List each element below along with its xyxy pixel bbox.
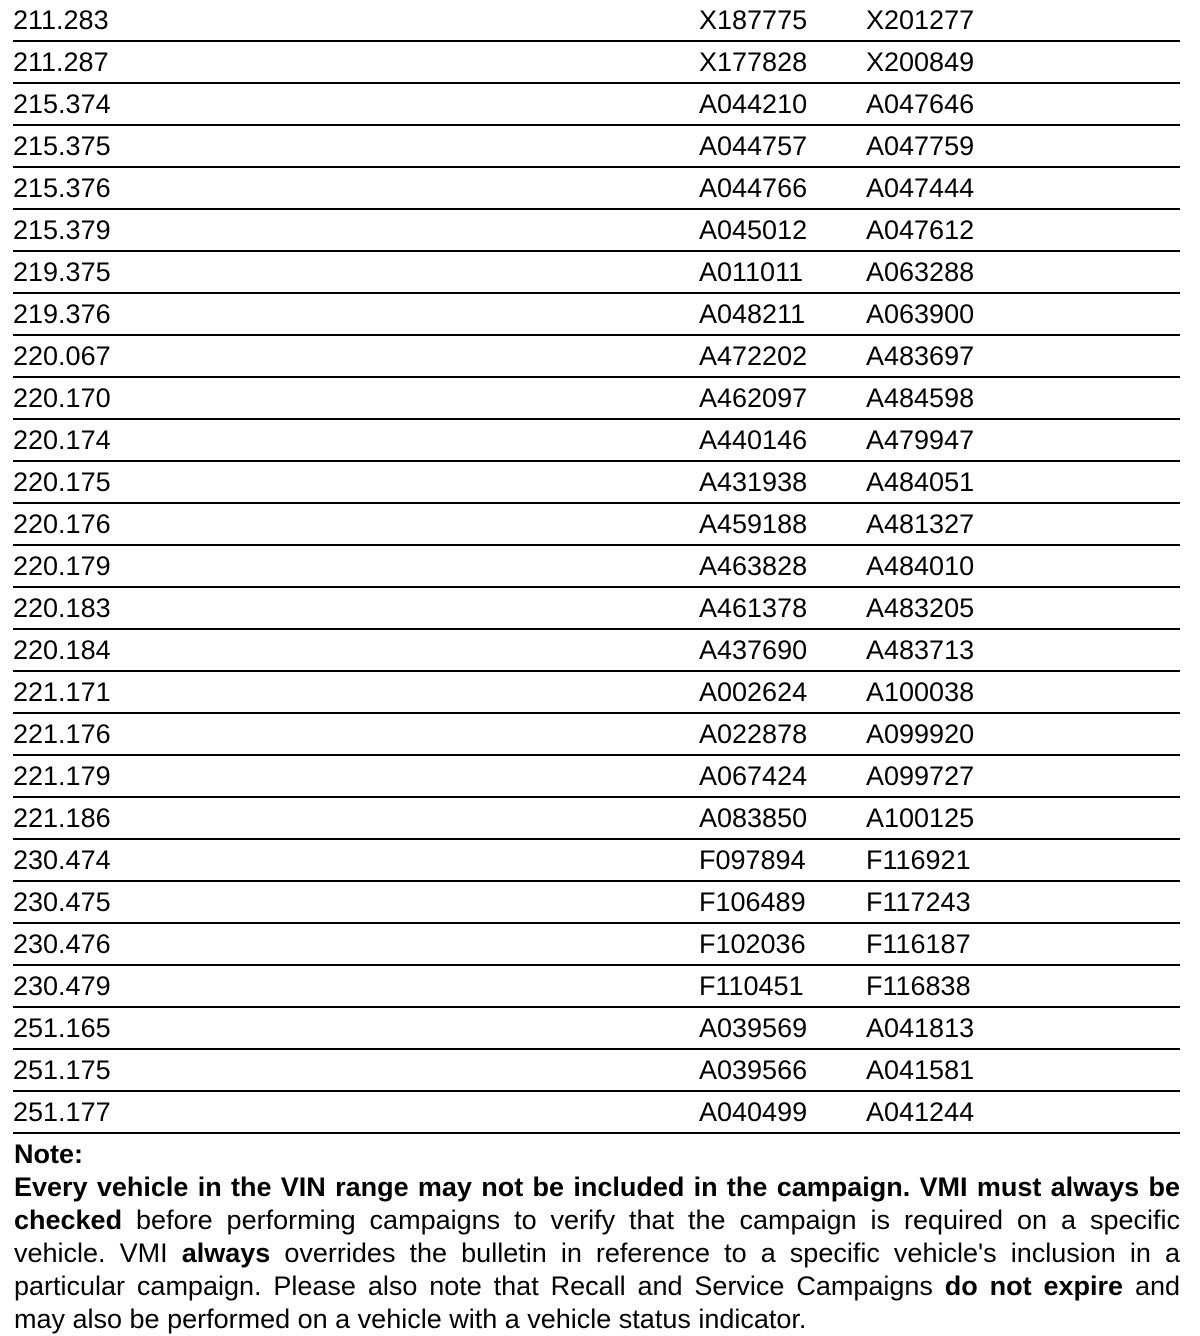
vin-start-cell: A044210 bbox=[699, 83, 866, 125]
model-number-cell: 230.474 bbox=[13, 839, 699, 881]
vin-end-cell: F116921 bbox=[866, 839, 1180, 881]
vin-end-cell: A047759 bbox=[866, 125, 1180, 167]
vin-start-cell: A431938 bbox=[699, 461, 866, 503]
vin-end-cell: A063288 bbox=[866, 251, 1180, 293]
model-number-cell: 211.283 bbox=[13, 0, 699, 41]
table-row bbox=[13, 209, 1180, 251]
vin-start-cell: A083850 bbox=[699, 797, 866, 839]
vin-end-cell: A481327 bbox=[866, 503, 1180, 545]
model-number-cell: 221.179 bbox=[13, 755, 699, 797]
model-number-cell: 220.174 bbox=[13, 419, 699, 461]
vin-start-cell: F110451 bbox=[699, 965, 866, 1007]
vin-start-cell: A039566 bbox=[699, 1049, 866, 1091]
vin-end-cell: A099920 bbox=[866, 713, 1180, 755]
table-row bbox=[13, 251, 1180, 293]
table-row bbox=[13, 461, 1180, 503]
vin-end-cell: A483697 bbox=[866, 335, 1180, 377]
table-row bbox=[13, 41, 1180, 83]
table-row bbox=[13, 1007, 1180, 1049]
model-number-cell: 211.287 bbox=[13, 41, 699, 83]
vin-end-cell: F117243 bbox=[866, 881, 1180, 923]
model-number-cell: 220.176 bbox=[13, 503, 699, 545]
model-number-cell: 251.177 bbox=[13, 1091, 699, 1133]
model-number-cell: 219.376 bbox=[13, 293, 699, 335]
vin-start-cell: A039569 bbox=[699, 1007, 866, 1049]
model-number-cell: 215.379 bbox=[13, 209, 699, 251]
note-label: Note: bbox=[14, 1139, 83, 1169]
vin-start-cell: F106489 bbox=[699, 881, 866, 923]
vin-end-cell: A100038 bbox=[866, 671, 1180, 713]
model-number-cell: 221.171 bbox=[13, 671, 699, 713]
table-row bbox=[13, 293, 1180, 335]
vin-start-cell: A067424 bbox=[699, 755, 866, 797]
vin-start-cell: A472202 bbox=[699, 335, 866, 377]
model-number-cell: 215.376 bbox=[13, 167, 699, 209]
model-number-cell: 221.176 bbox=[13, 713, 699, 755]
model-number-cell: 215.375 bbox=[13, 125, 699, 167]
table-row bbox=[13, 545, 1180, 587]
model-number-cell: 251.175 bbox=[13, 1049, 699, 1091]
model-number-cell: 221.186 bbox=[13, 797, 699, 839]
table-row bbox=[13, 377, 1180, 419]
vin-start-cell: A045012 bbox=[699, 209, 866, 251]
vin-end-cell: F116838 bbox=[866, 965, 1180, 1007]
model-number-cell: 220.184 bbox=[13, 629, 699, 671]
model-number-cell: 251.165 bbox=[13, 1007, 699, 1049]
table-row bbox=[13, 419, 1180, 461]
vin-end-cell: A479947 bbox=[866, 419, 1180, 461]
table-row bbox=[13, 839, 1180, 881]
vin-range-table bbox=[13, 0, 1180, 1134]
vin-start-cell: A040499 bbox=[699, 1091, 866, 1133]
note-bold-text: do not expire bbox=[944, 1271, 1124, 1301]
note-paragraph bbox=[14, 1171, 1180, 1336]
vin-start-cell: X177828 bbox=[699, 41, 866, 83]
vin-start-cell: X187775 bbox=[699, 0, 866, 41]
table-row bbox=[13, 881, 1180, 923]
vin-end-cell: A047646 bbox=[866, 83, 1180, 125]
table-row bbox=[13, 629, 1180, 671]
vin-start-cell: A044757 bbox=[699, 125, 866, 167]
model-number-cell: 220.175 bbox=[13, 461, 699, 503]
note-regular-text: before performing campaigns to verify that the campaign is required on a specific vehicle. VMI bbox=[14, 1205, 1180, 1268]
vin-end-cell: A484051 bbox=[866, 461, 1180, 503]
model-number-cell: 230.475 bbox=[13, 881, 699, 923]
vin-start-cell: A461378 bbox=[699, 587, 866, 629]
model-number-cell: 215.374 bbox=[13, 83, 699, 125]
table-row bbox=[13, 83, 1180, 125]
note-bold-text: always bbox=[181, 1238, 271, 1268]
vin-end-cell: A063900 bbox=[866, 293, 1180, 335]
vin-start-cell: A459188 bbox=[699, 503, 866, 545]
vin-start-cell: A022878 bbox=[699, 713, 866, 755]
table-row bbox=[13, 671, 1180, 713]
vin-end-cell: A047444 bbox=[866, 167, 1180, 209]
vin-start-cell: F097894 bbox=[699, 839, 866, 881]
table-row bbox=[13, 0, 1180, 41]
vin-end-cell: A041581 bbox=[866, 1049, 1180, 1091]
note-regular-text: and may also be performed on a vehicle with a vehicle status indicator. bbox=[14, 1271, 1180, 1334]
vin-end-cell: A484598 bbox=[866, 377, 1180, 419]
note-regular-text: overrides the bulletin in reference to a specific vehicle's inclusion in a particular campaign. Please also note that Recall and Service Campaigns bbox=[14, 1238, 1180, 1301]
model-number-cell: 220.170 bbox=[13, 377, 699, 419]
table-row bbox=[13, 1049, 1180, 1091]
vin-end-cell: X201277 bbox=[866, 0, 1180, 41]
table-row bbox=[13, 797, 1180, 839]
model-number-cell: 230.476 bbox=[13, 923, 699, 965]
vin-end-cell: A047612 bbox=[866, 209, 1180, 251]
vin-end-cell: A041813 bbox=[866, 1007, 1180, 1049]
model-number-cell: 220.179 bbox=[13, 545, 699, 587]
note-bold-text: Every vehicle in the VIN range may not be included in the campaign. VMI must always be checked bbox=[14, 1172, 1180, 1235]
table-row bbox=[13, 503, 1180, 545]
table-row bbox=[13, 923, 1180, 965]
table-row bbox=[13, 755, 1180, 797]
vin-end-cell: A099727 bbox=[866, 755, 1180, 797]
vin-start-cell: A011011 bbox=[699, 251, 866, 293]
model-number-cell: 230.479 bbox=[13, 965, 699, 1007]
vin-range-table-body bbox=[13, 0, 1180, 1133]
vin-end-cell: A041244 bbox=[866, 1091, 1180, 1133]
vin-end-cell: X200849 bbox=[866, 41, 1180, 83]
vin-start-cell: A044766 bbox=[699, 167, 866, 209]
vin-start-cell: A440146 bbox=[699, 419, 866, 461]
vin-end-cell: A483713 bbox=[866, 629, 1180, 671]
table-row bbox=[13, 335, 1180, 377]
vin-start-cell: A437690 bbox=[699, 629, 866, 671]
vin-end-cell: A100125 bbox=[866, 797, 1180, 839]
vin-end-cell: A484010 bbox=[866, 545, 1180, 587]
vin-start-cell: A048211 bbox=[699, 293, 866, 335]
vin-start-cell: F102036 bbox=[699, 923, 866, 965]
table-row bbox=[13, 587, 1180, 629]
table-row bbox=[13, 167, 1180, 209]
vin-start-cell: A463828 bbox=[699, 545, 866, 587]
table-row bbox=[13, 965, 1180, 1007]
model-number-cell: 219.375 bbox=[13, 251, 699, 293]
model-number-cell: 220.067 bbox=[13, 335, 699, 377]
vin-start-cell: A462097 bbox=[699, 377, 866, 419]
vin-end-cell: A483205 bbox=[866, 587, 1180, 629]
note-section bbox=[14, 1138, 1180, 1336]
table-row bbox=[13, 713, 1180, 755]
vin-end-cell: F116187 bbox=[866, 923, 1180, 965]
table-row bbox=[13, 1091, 1180, 1133]
table-row bbox=[13, 125, 1180, 167]
vin-start-cell: A002624 bbox=[699, 671, 866, 713]
model-number-cell: 220.183 bbox=[13, 587, 699, 629]
